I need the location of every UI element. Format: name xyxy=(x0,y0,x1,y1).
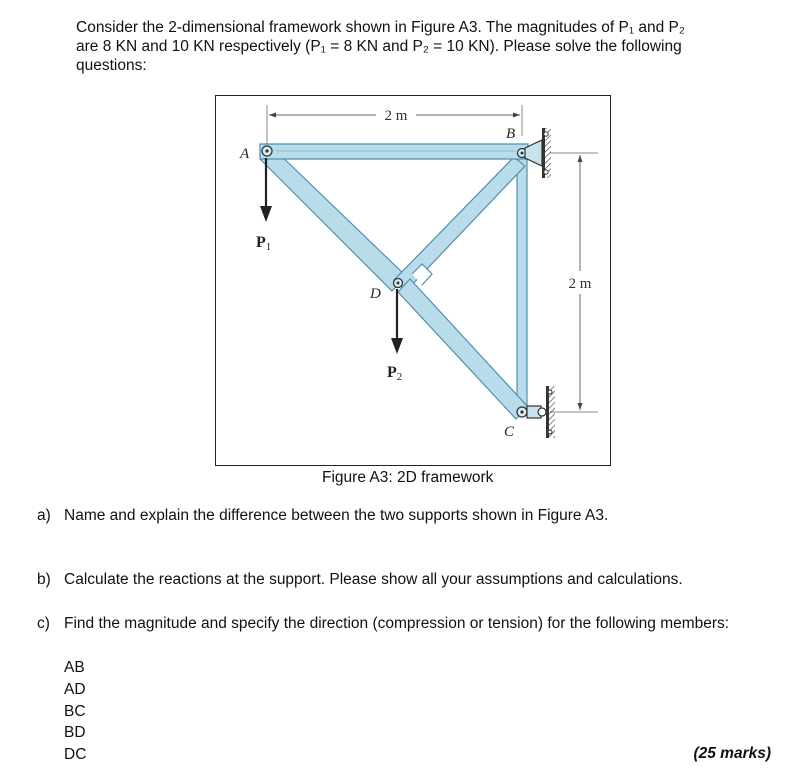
member-item: AD xyxy=(64,680,86,698)
label-b: B xyxy=(506,126,516,142)
member-ad xyxy=(260,149,406,291)
member-item: DC xyxy=(64,746,87,764)
support-b xyxy=(525,128,551,178)
question-c xyxy=(37,615,729,633)
figure-caption: Figure A3: 2D framework xyxy=(322,469,494,486)
question-a xyxy=(37,507,608,525)
member-item: BD xyxy=(64,724,86,742)
label-d: D xyxy=(370,286,381,302)
label-p1: P1 xyxy=(256,234,272,253)
member-item: BC xyxy=(64,702,86,720)
intro-line-3: questions: xyxy=(76,57,147,74)
label-c: C xyxy=(504,424,515,440)
dim-right-label: 2 m xyxy=(568,276,592,292)
member-item: AB xyxy=(64,659,85,676)
member-bd-dc xyxy=(394,157,528,419)
question-label: c) xyxy=(37,615,50,632)
label-a: A xyxy=(240,146,250,162)
dimension-right xyxy=(550,153,598,412)
intro-line-2: are 8 KN and 10 KN respectively (P₁ = 8 KN and P₂ = 10 KN). Please solve the following xyxy=(76,38,682,55)
dimension-top xyxy=(267,105,522,144)
load-p2-arrow xyxy=(391,289,403,354)
member-bc xyxy=(517,156,527,412)
label-p2: P2 xyxy=(387,364,403,383)
figure-a3-framework xyxy=(215,95,611,466)
question-label: a) xyxy=(37,507,51,524)
question-text: Calculate the reactions at the support. Please show all your assumptions and calculations. xyxy=(64,571,683,588)
question-label: b) xyxy=(37,571,51,588)
question-text: Name and explain the difference between the two supports shown in Figure A3. xyxy=(64,507,609,524)
dim-top-label: 2 m xyxy=(384,108,408,124)
member-ab xyxy=(260,144,528,159)
support-c xyxy=(527,386,555,438)
framework-diagram xyxy=(216,96,612,467)
question-b xyxy=(37,571,683,589)
question-text: Find the magnitude and specify the direction (compression or tension) for the following members: xyxy=(64,615,730,632)
problem-statement xyxy=(76,18,756,75)
member-list xyxy=(64,657,86,766)
marks-total: (25 marks) xyxy=(693,745,771,762)
intro-line-1: Consider the 2-dimensional framework shown in Figure A3. The magnitudes of P₁ and P₂ xyxy=(76,19,685,36)
